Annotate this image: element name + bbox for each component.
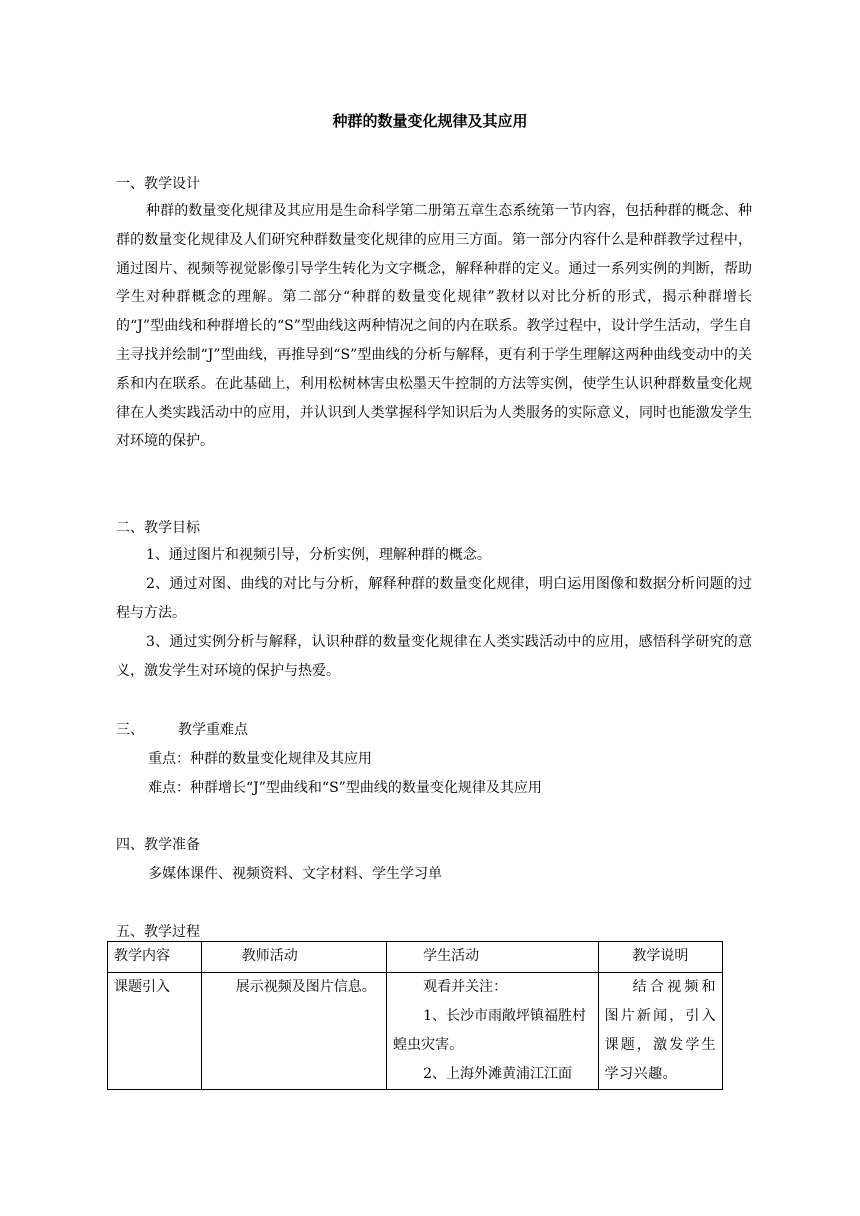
section3-title: 教学重难点 <box>178 722 248 738</box>
goal-item-3: 3、通过实例分析与解释，认识种群的数量变化规律在人类实践活动中的应用，感悟科学研究的意义，激发学生对环境的保护与热爱。 <box>116 634 752 679</box>
key-point: 重点：种群的数量变化规律及其应用 <box>148 751 372 767</box>
section-heading-goals: 二、教学目标 <box>116 520 200 536</box>
section-heading-preparation: 四、教学准备 <box>116 837 200 853</box>
header-note: 教学说明 <box>598 942 722 973</box>
cell-content: 课题引入 <box>108 973 202 1090</box>
goal-item-1: 1、通过图片和视频引导，分析实例，理解种群的概念。 <box>146 547 491 563</box>
document-title: 种群的数量变化规律及其应用 <box>332 112 528 130</box>
section-heading-keypoints <box>116 719 248 739</box>
header-student: 学生活动 <box>387 942 599 973</box>
difficult-point: 难点：种群增长“J”型曲线和“S”型曲线的数量变化规律及其应用 <box>148 780 542 796</box>
student-item-2: 2、上海外滩黄浦江江面 <box>423 1066 573 1082</box>
header-teacher: 教师活动 <box>201 942 386 973</box>
cell-student <box>387 973 599 1090</box>
process-table <box>107 941 723 1090</box>
design-paragraph: 种群的数量变化规律及其应用是生命科学第二册第五章生态系统第一节内容，包括种群的概念、种群的数量变化规律及人们研究种群数量变化规律的应用三方面。第一部分内容什么是种群教学过程中，通过图片、视频等视觉影像引导学生转化为文字概念，解释种群的定义。通过一系列实例的判断，帮助学生对种群概念的理解。第二部分“种群的数量变化规律”教材以对比分析的形式，揭示种群增长的“J”型曲线和种群增长的“S”型曲线这两种情况之间的内在联系。教学过程中，设计学生活动，学生自主寻找并绘制“J”型曲线，再推导到“S”型曲线的分析与解释，更有利于学生理解这两种曲线变动中的关系和内在联系。在此基础上，利用松树林害虫松墨天牛控制的方法等实例，使学生认识种群数量变化规律在人类实践活动中的应用，并认识到人类掌握科学知识后为人类服务的实际意义，同时也能激发学生对环境的保护。 <box>116 203 752 450</box>
section-heading-design: 一、教学设计 <box>116 176 200 192</box>
cell-note: 结合视频和图片新闻，引入课题，激发学生学习兴趣。 <box>598 973 722 1090</box>
preparation-content: 多媒体课件、视频资料、文字材料、学生学习单 <box>148 866 442 882</box>
header-content: 教学内容 <box>108 942 202 973</box>
table-header-row <box>108 942 723 973</box>
table-row <box>108 973 723 1090</box>
goal-item-2: 2、通过对图、曲线的对比与分析，解释种群的数量变化规律，明白运用图像和数据分析问题的过程与方法。 <box>116 576 752 621</box>
cell-teacher: 展示视频及图片信息。 <box>201 973 386 1090</box>
section-heading-process: 五、教学过程 <box>116 924 200 940</box>
section3-number: 三、 <box>116 722 144 738</box>
student-intro: 观看并关注： <box>423 979 508 995</box>
student-item-1: 1、长沙市雨敞坪镇福胜村 蝗虫灾害。 <box>393 1008 587 1053</box>
